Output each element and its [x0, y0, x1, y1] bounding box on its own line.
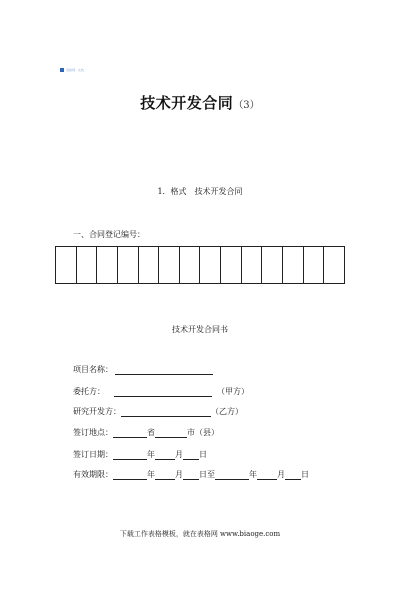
validity-label: 有效期限：: [73, 470, 113, 479]
to-day-label: 日: [301, 470, 309, 479]
registration-box[interactable]: [304, 247, 325, 283]
province-label: 省: [147, 428, 155, 437]
place-label: 签订地点：: [73, 428, 113, 437]
to-year-label: 年: [249, 470, 257, 479]
registration-box[interactable]: [324, 247, 344, 283]
registration-box[interactable]: [221, 247, 242, 283]
signing-date-row: [73, 449, 207, 460]
developer-line: [121, 407, 211, 417]
registration-box[interactable]: [283, 247, 304, 283]
logo-icon: [60, 68, 64, 72]
signing-date-label: 签订日期：: [73, 450, 113, 459]
from-day-line: [183, 470, 199, 480]
from-year-line: [113, 470, 147, 480]
logo: [60, 68, 84, 72]
registration-box[interactable]: [262, 247, 283, 283]
to-year-line: [215, 470, 249, 480]
city-line: [155, 428, 187, 438]
registration-box[interactable]: [159, 247, 180, 283]
client-suffix: （甲方）: [217, 387, 249, 396]
section-subtitle: 1．格式 技术开发合同: [157, 187, 243, 196]
day-label: 日: [199, 450, 207, 459]
day-line: [183, 450, 199, 460]
registration-box[interactable]: [180, 247, 201, 283]
developer-label: 研究开发方：: [73, 407, 121, 416]
year-line: [113, 450, 147, 460]
registration-box[interactable]: [139, 247, 160, 283]
month-label: 月: [175, 450, 183, 459]
year-label: 年: [147, 450, 155, 459]
city-label: 市（县）: [187, 428, 219, 437]
until-label: 日至: [199, 470, 215, 479]
registration-box[interactable]: [77, 247, 98, 283]
developer-suffix: （乙方）: [211, 407, 243, 416]
validity-row: [73, 469, 309, 480]
client-label: 委托方：: [73, 387, 105, 396]
client-line: [114, 387, 212, 397]
project-name-line: [115, 365, 213, 375]
to-month-label: 月: [277, 470, 285, 479]
registration-box[interactable]: [242, 247, 263, 283]
from-month-line: [155, 470, 175, 480]
to-day-line: [285, 470, 301, 480]
from-month-label: 月: [175, 470, 183, 479]
developer-row: [73, 406, 243, 417]
month-line: [155, 450, 175, 460]
title-main: 技术开发合同: [140, 94, 234, 112]
project-name-label: 项目名称：: [73, 365, 113, 374]
to-month-line: [257, 470, 277, 480]
document-title: 技术开发合同书: [172, 325, 228, 334]
from-year-label: 年: [147, 470, 155, 479]
registration-box[interactable]: [200, 247, 221, 283]
registration-box[interactable]: [97, 247, 118, 283]
footer-link[interactable]: 下载工作表格模板，就在表格网 www.biaoge.com: [119, 530, 281, 538]
registration-label: 一、合同登记编号：: [73, 230, 145, 239]
registration-number-boxes: [55, 246, 345, 284]
title-number: （3）: [233, 100, 260, 111]
registration-box[interactable]: [118, 247, 139, 283]
province-line: [113, 428, 147, 438]
client-row: [73, 386, 249, 397]
place-row: [73, 427, 219, 438]
registration-box[interactable]: [56, 247, 77, 283]
logo-text: 表格网 · 文档: [66, 68, 84, 72]
project-name-row: [73, 364, 213, 375]
page-title: [0, 92, 400, 113]
